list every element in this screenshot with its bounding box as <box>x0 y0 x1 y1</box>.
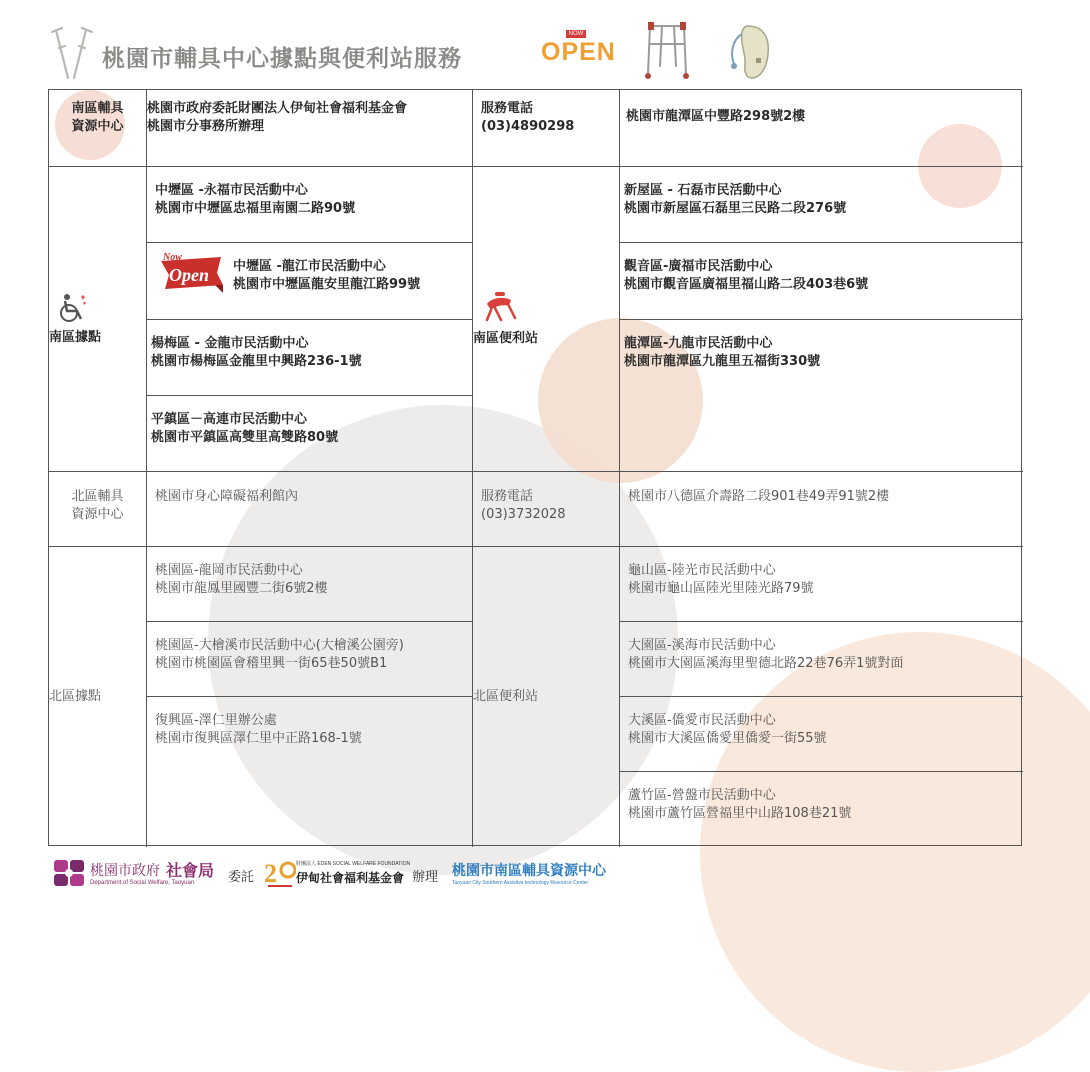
north-station-2 <box>620 622 1023 697</box>
north-station-4-address: 桃園市蘆竹區營福里中山路108巷21號 <box>628 806 852 821</box>
south-station-1-address: 桃園市新屋區石磊里三民路二段276號 <box>624 201 847 216</box>
open-badge-text: Open <box>169 265 209 285</box>
north-center-label-1: 北區輔具 <box>71 489 124 504</box>
entrust-text: 委託 <box>228 870 255 885</box>
north-stations-label: 北區便利站 <box>473 689 539 704</box>
now-open-banner-icon <box>157 251 227 297</box>
north-site-2-name: 桃園區-大檜溪市民活動中心(大檜溪公園旁) <box>155 638 404 653</box>
north-station-2-name: 大園區-溪海市民活動中心 <box>628 638 776 653</box>
foundation-small: 財團法人 EDEN SOCIAL WELFARE FOUNDATION <box>296 861 411 867</box>
crutches-icon <box>50 26 96 82</box>
south-station-1-name: 新屋區 - 石磊市民活動中心 <box>624 183 782 198</box>
south-operator-cell <box>147 90 473 167</box>
south-station-3 <box>620 320 1023 472</box>
south-site-3-address: 桃園市楊梅區金龍里中興路236-1號 <box>151 354 362 369</box>
north-station-3-address: 桃園市大溪區僑愛里僑愛一街55號 <box>628 731 827 746</box>
page-header <box>0 0 1090 88</box>
south-site-1-address: 桃園市中壢區忠福里南園二路90號 <box>155 201 356 216</box>
south-stations-label-cell <box>473 167 620 472</box>
eden-foundation-logo-icon <box>264 856 296 890</box>
north-address: 桃園市八德區介壽路二段901巷49弄91號2樓 <box>628 489 890 504</box>
shower-chair-icon <box>481 290 521 324</box>
svg-text:2: 2 <box>264 859 277 888</box>
south-center-label-cell <box>49 90 147 167</box>
walker-icon <box>640 16 696 82</box>
north-site-1-address: 桃園市龍鳳里國豐二街6號2樓 <box>155 581 328 596</box>
now-badge-text: Now <box>163 252 182 263</box>
south-center-label-2: 資源中心 <box>71 119 124 134</box>
wheelchair-icon <box>55 291 89 325</box>
north-site-3-name: 復興區-澤仁里辦公處 <box>155 713 277 728</box>
north-site-3 <box>147 697 473 847</box>
south-site-4 <box>147 396 473 472</box>
south-site-4-address: 桃園市平鎮區高雙里高雙路80號 <box>151 430 339 445</box>
south-site-4-name: 平鎮區－高連市民活動中心 <box>151 412 308 427</box>
handle-text: 辦理 <box>412 870 439 885</box>
south-operator-2: 桃園市分事務所辦理 <box>147 119 265 134</box>
north-phone-label: 服務電話 <box>481 489 534 504</box>
north-sites-label: 北區據點 <box>49 689 102 704</box>
north-sites-label-cell <box>49 547 147 847</box>
south-address-cell <box>620 90 1023 167</box>
south-site-2-address: 桃園市中壢區龍安里龍江路99號 <box>233 277 421 292</box>
south-station-2 <box>620 243 1023 320</box>
taoyuan-gov-logo-icon <box>52 858 86 888</box>
south-station-3-address: 桃園市龍潭區九龍里五福街330號 <box>624 354 821 369</box>
north-station-3-name: 大溪區-僑愛市民活動中心 <box>628 713 776 728</box>
north-phone-cell <box>473 472 620 547</box>
south-phone[interactable]: (03)4890298 <box>481 119 575 134</box>
south-sites-label-cell <box>49 167 147 472</box>
gov-bureau: 社會局 <box>166 861 215 880</box>
hearing-aid-icon <box>718 20 778 84</box>
north-center-label-2: 資源中心 <box>71 507 124 522</box>
south-phone-cell <box>473 90 620 167</box>
south-sites-label: 南區據點 <box>49 330 102 345</box>
now-open-tag: NOW <box>566 30 586 38</box>
north-station-4-name: 蘆竹區-營盤市民活動中心 <box>628 788 776 803</box>
north-center-label-cell <box>49 472 147 547</box>
page-title: 桃園市輔具中心據點與便利站服務 <box>102 46 462 72</box>
north-station-1-name: 龜山區-陸光市民活動中心 <box>628 563 776 578</box>
north-station-1-address: 桃園市龜山區陸光里陸光路79號 <box>628 581 814 596</box>
service-table <box>48 89 1022 846</box>
south-stations-label: 南區便利站 <box>473 331 539 346</box>
south-site-2 <box>147 243 473 320</box>
south-address: 桃園市龍潭區中豐路298號2樓 <box>626 109 806 124</box>
north-site-2-address: 桃園市桃園區會稽里興一街65巷50號B1 <box>155 656 388 671</box>
south-station-2-address: 桃園市觀音區廣福里福山路二段403巷6號 <box>624 277 869 292</box>
north-site-1-name: 桃園區-龍岡市民活動中心 <box>155 563 303 578</box>
north-stations-label-cell <box>473 547 620 847</box>
south-center-label-1: 南區輔具 <box>71 101 124 116</box>
open-badge: OPEN <box>541 38 616 66</box>
foundation-name: 伊甸社會福利基金會 <box>296 871 405 885</box>
north-site-3-address: 桃園市復興區澤仁里中正路168-1號 <box>155 731 362 746</box>
north-station-3 <box>620 697 1023 772</box>
gov-en: Department of Social Welfare, Taoyuan <box>90 880 195 886</box>
south-station-1 <box>620 167 1023 243</box>
north-operator-cell <box>147 472 473 547</box>
south-site-1-name: 中壢區 -永福市民活動中心 <box>155 183 308 198</box>
south-station-3-name: 龍潭區-九龍市民活動中心 <box>624 336 773 351</box>
center-name: 桃園市南區輔具資源中心 <box>452 863 606 879</box>
page-footer <box>0 850 1090 900</box>
south-site-2-name: 中壢區 -龍江市民活動中心 <box>233 259 386 274</box>
south-operator-1: 桃園市政府委託財團法人伊甸社會福利基金會 <box>147 101 408 116</box>
north-station-1 <box>620 547 1023 622</box>
center-en: Taoyuan City Southern Assistive technology Resource Center <box>452 880 589 886</box>
south-phone-label: 服務電話 <box>481 101 534 116</box>
north-station-2-address: 桃園市大園區溪海里聖德北路22巷76弄1號對面 <box>628 656 904 671</box>
south-site-3 <box>147 320 473 396</box>
south-site-3-name: 楊梅區 - 金龍市民活動中心 <box>151 336 309 351</box>
north-phone[interactable]: (03)3732028 <box>481 507 566 522</box>
south-station-2-name: 觀音區-廣福市民活動中心 <box>624 259 773 274</box>
north-address-cell <box>620 472 1023 547</box>
north-station-4 <box>620 772 1023 847</box>
south-site-1 <box>147 167 473 243</box>
north-site-1 <box>147 547 473 622</box>
gov-name: 桃園市政府 <box>90 863 160 879</box>
north-site-2 <box>147 622 473 697</box>
north-operator: 桃園市身心障礙福利館內 <box>155 489 299 504</box>
